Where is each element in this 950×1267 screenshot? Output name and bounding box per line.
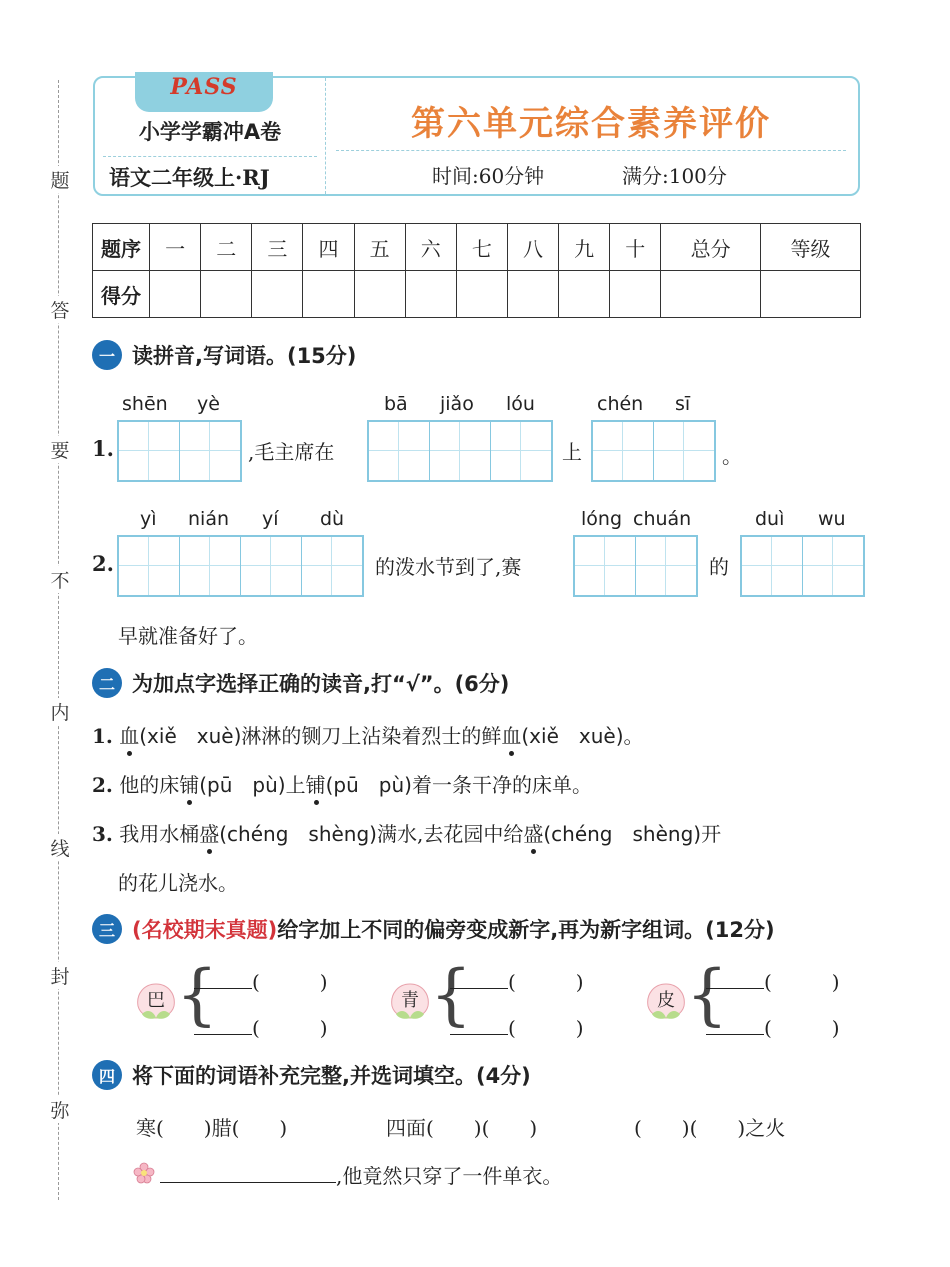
dotted-char: 铺 [305, 773, 326, 797]
question-text: ,毛主席在 [248, 440, 335, 464]
answer-blank[interactable] [706, 1016, 764, 1035]
grid-cell[interactable] [653, 422, 714, 480]
question-text: 早就准备好了。 [118, 624, 258, 648]
answer-row[interactable] [194, 966, 328, 995]
side-char: 答 [48, 296, 72, 323]
word-paren[interactable]: ( ) [252, 1016, 328, 1040]
word-paren[interactable]: ( ) [508, 1016, 584, 1040]
writing-grid[interactable] [117, 535, 364, 597]
score-cell[interactable] [405, 271, 456, 318]
pronunciation-choice[interactable]: (xiě xuè) [521, 724, 624, 748]
word-paren[interactable]: ( ) [508, 970, 584, 994]
pinyin: yì [140, 508, 157, 530]
base-char: 巴 [147, 990, 165, 1011]
grid-cell[interactable] [742, 537, 802, 595]
pronunciation-choice[interactable]: (chéng shèng) [543, 822, 702, 846]
section-1-heading [92, 340, 356, 370]
question-text: 的 [709, 555, 729, 579]
grid-cell[interactable] [593, 422, 653, 480]
question-number: 1. [92, 724, 113, 748]
pass-logo [135, 72, 273, 112]
score-cell[interactable] [661, 271, 761, 318]
side-char: 不 [48, 566, 72, 593]
score-cell[interactable] [252, 271, 303, 318]
grid-cell[interactable] [240, 537, 301, 595]
question-text: 。 [623, 724, 644, 748]
idiom-fill[interactable]: 寒( )腊( ) [136, 1116, 288, 1140]
divider [336, 150, 846, 151]
grid-cell[interactable] [802, 537, 863, 595]
section-badge: 四 [92, 1060, 122, 1090]
question-text: 。 [722, 444, 742, 468]
grid-cell[interactable] [575, 537, 635, 595]
pronunciation-choice[interactable]: (xiě xuè) [139, 724, 242, 748]
pass-logo-text: PASS [170, 74, 238, 100]
idiom-fill[interactable]: ( )( )之火 [634, 1116, 786, 1140]
binding-line [58, 80, 59, 1200]
left-brace: { [686, 956, 728, 1033]
pronunciation-choice[interactable]: (chéng shèng) [219, 822, 377, 846]
pinyin: sī [675, 393, 691, 415]
answer-row[interactable] [450, 1012, 584, 1041]
table-header-cell: 七 [456, 224, 507, 271]
answer-blank[interactable] [194, 1016, 252, 1035]
source-tag: (名校期末真题) [132, 918, 278, 942]
dotted-char: 盛 [199, 822, 220, 846]
table-header-cell: 五 [354, 224, 405, 271]
grade-label: 语文二年级上·RJ [109, 165, 270, 190]
question-text: 着一条干净的床单。 [411, 773, 592, 797]
grid-cell[interactable] [490, 422, 551, 480]
grid-cell[interactable] [429, 422, 490, 480]
pinyin: lóng [581, 508, 623, 530]
pinyin: yè [197, 393, 220, 415]
question-text: ,他竟然只穿了一件单衣。 [336, 1164, 563, 1188]
section-2-heading [92, 668, 509, 698]
peach-char-card [388, 978, 432, 1022]
pinyin: jiǎo [440, 393, 474, 415]
pronunciation-choice[interactable]: (pū pù) [325, 773, 412, 797]
table-header-cell: 八 [507, 224, 558, 271]
writing-grid[interactable] [367, 420, 553, 482]
word-paren[interactable]: ( ) [252, 970, 328, 994]
table-header-cell: 一 [150, 224, 201, 271]
table-row-label: 得分 [93, 271, 150, 318]
score-cell[interactable] [201, 271, 252, 318]
grid-cell[interactable] [369, 422, 429, 480]
answer-row[interactable] [194, 1012, 328, 1041]
section-title: 给字加上不同的偏旁变成新字,再为新字组词。(12分) [277, 918, 775, 942]
score-cell[interactable] [456, 271, 507, 318]
dotted-char: 铺 [179, 773, 200, 797]
score-cell[interactable] [559, 271, 610, 318]
pinyin: shēn [122, 393, 168, 415]
pinyin: chén [597, 393, 644, 415]
full-score: 满分:100分 [622, 164, 727, 188]
pronunciation-choice[interactable]: (pū pù) [199, 773, 286, 797]
section-badge: 三 [92, 914, 122, 944]
grid-cell[interactable] [635, 537, 696, 595]
score-cell[interactable] [150, 271, 201, 318]
side-char: 封 [48, 962, 72, 989]
question-text: 的泼水节到了,赛 [375, 555, 522, 579]
section-title: 读拼音,写词语。(15分) [132, 344, 357, 368]
question-number: 2. [92, 773, 113, 797]
question-number: 1. [92, 436, 114, 461]
question-text: 他的床 [119, 773, 180, 797]
section-3-heading [92, 914, 775, 944]
grid-cell[interactable] [119, 537, 179, 595]
grid-cell[interactable] [301, 537, 362, 595]
word-paren[interactable]: ( ) [764, 1016, 840, 1040]
table-header-cell: 题序 [93, 224, 150, 271]
table-header-cell: 九 [559, 224, 610, 271]
answer-row[interactable] [706, 966, 840, 995]
question-text: 开 [701, 822, 722, 846]
question-text: 上 [562, 440, 582, 464]
score-cell[interactable] [610, 271, 661, 318]
writing-grid[interactable] [573, 535, 698, 597]
pinyin: lóu [506, 393, 535, 415]
section-badge: 二 [92, 668, 122, 698]
dotted-char: 血 [119, 724, 140, 748]
header-title-panel [326, 78, 856, 194]
pinyin: chuán [633, 508, 692, 530]
divider [103, 156, 317, 157]
side-char: 内 [48, 698, 72, 725]
table-header-cell: 二 [201, 224, 252, 271]
question-line [92, 720, 644, 749]
grid-cell[interactable] [179, 422, 240, 480]
score-cell[interactable] [303, 271, 354, 318]
section-4-heading [92, 1060, 531, 1090]
answer-blank[interactable] [160, 1164, 336, 1183]
answer-blank[interactable] [706, 970, 764, 989]
score-cell[interactable] [507, 271, 558, 318]
side-char: 线 [48, 834, 72, 861]
peach-char-card [134, 978, 178, 1022]
question-line [92, 818, 721, 847]
base-char: 皮 [657, 990, 675, 1011]
writing-grid[interactable] [740, 535, 865, 597]
idiom-fill[interactable]: 四面( )( ) [386, 1116, 538, 1140]
pinyin: wu [818, 508, 846, 530]
peach-char-card [644, 978, 688, 1022]
section-title: 将下面的词语补充完整,并选词填空。(4分) [132, 1064, 531, 1088]
dotted-char: 血 [501, 724, 522, 748]
question-text: 的花儿浇水。 [118, 871, 238, 895]
flower-icon [133, 1162, 155, 1184]
table-header-cell: 三 [252, 224, 303, 271]
pinyin: nián [188, 508, 230, 530]
question-line [92, 769, 592, 798]
table-header-cell: 十 [610, 224, 661, 271]
score-table [92, 223, 861, 318]
pinyin: duì [755, 508, 785, 530]
header-brand-panel [95, 74, 326, 194]
brand-name: 小学学霸冲A卷 [138, 120, 282, 144]
left-brace: { [430, 956, 472, 1033]
question-number: 2. [92, 551, 114, 576]
question-text: 我用水桶 [119, 822, 200, 846]
grid-cell[interactable] [119, 422, 179, 480]
pinyin: dù [320, 508, 345, 530]
question-text: 满水,去花园中给 [376, 822, 524, 846]
answer-blank[interactable] [194, 970, 252, 989]
fill-sentence [160, 1160, 562, 1189]
table-header-cell: 六 [405, 224, 456, 271]
answer-blank[interactable] [450, 1016, 508, 1035]
side-char: 题 [48, 166, 72, 193]
table-row [93, 271, 861, 318]
table-header-cell: 等级 [761, 224, 861, 271]
pinyin: bā [384, 393, 408, 415]
table-row [93, 224, 861, 271]
left-brace: { [176, 956, 218, 1033]
table-header-cell: 总分 [661, 224, 761, 271]
writing-grid[interactable] [591, 420, 716, 482]
grid-cell[interactable] [179, 537, 240, 595]
side-char: 弥 [48, 1096, 72, 1123]
section-badge: 一 [92, 340, 122, 370]
score-cell[interactable] [761, 271, 861, 318]
base-char: 青 [401, 990, 419, 1011]
answer-blank[interactable] [450, 970, 508, 989]
paper-header [93, 76, 860, 196]
score-cell[interactable] [354, 271, 405, 318]
dotted-char: 盛 [523, 822, 544, 846]
question-number: 3. [92, 822, 113, 846]
writing-grid[interactable] [117, 420, 242, 482]
page-title: 第六单元综合素养评价 [411, 104, 771, 144]
question-text: 上 [285, 773, 306, 797]
section-title: 为加点字选择正确的读音,打“√”。(6分) [132, 672, 510, 696]
word-paren[interactable]: ( ) [764, 970, 840, 994]
answer-row[interactable] [706, 1012, 840, 1041]
question-text: 淋淋的铡刀上沾染着烈士的鲜 [241, 724, 502, 748]
table-header-cell: 四 [303, 224, 354, 271]
side-char: 要 [48, 436, 72, 463]
answer-row[interactable] [450, 966, 584, 995]
pinyin: yí [262, 508, 279, 530]
time-limit: 时间:60分钟 [432, 164, 545, 188]
